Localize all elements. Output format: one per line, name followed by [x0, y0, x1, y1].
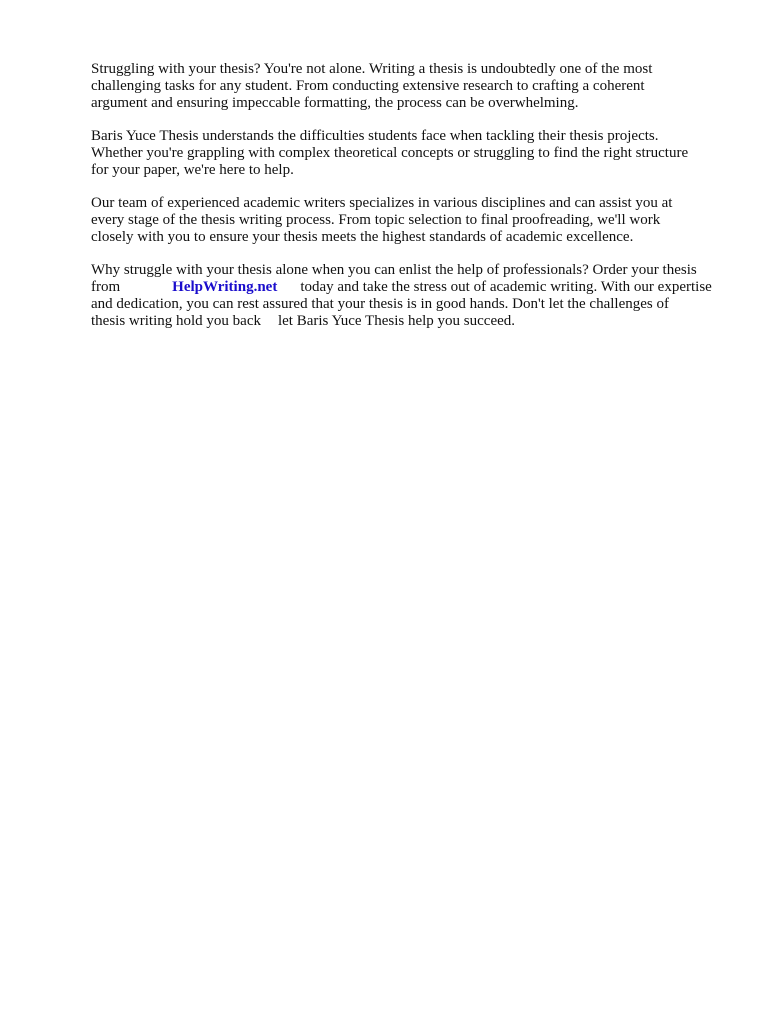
text-line: Struggling with your thesis? You're not alone. Writing a thesis is undoubtedly one of the most — [91, 61, 653, 77]
text-line: and dedication, you can rest assured that your thesis is in good hands. Don't let the challenges of — [91, 296, 669, 312]
text-fragment: today and take the stress out of academic writing. With our expertise — [300, 279, 712, 295]
text-fragment: from — [91, 279, 121, 295]
text-line: Whether you're grappling with complex theoretical concepts or struggling to find the right structure — [91, 145, 689, 161]
document-page — [91, 61, 731, 346]
text-line: argument and ensuring impeccable formatting, the process can be overwhelming. — [91, 95, 579, 111]
text-line: closely with you to ensure your thesis meets the highest standards of academic excellence. — [91, 229, 634, 245]
text-line: Why struggle with your thesis alone when you can enlist the help of professionals? Order your thesis — [91, 262, 697, 278]
text-line: every stage of the thesis writing process. From topic selection to final proofreading, we'll work — [91, 212, 661, 228]
helpwriting-link[interactable]: HelpWriting.net — [172, 279, 278, 295]
text-line: Baris Yuce Thesis understands the difficulties students face when tackling their thesis projects. — [91, 128, 659, 144]
text-line-with-link — [91, 279, 731, 296]
text-fragment: let Baris Yuce Thesis help you succeed. — [277, 313, 516, 329]
text-line: for your paper, we're here to help. — [91, 162, 294, 178]
text-line: Our team of experienced academic writers specializes in various disciplines and can assist you at — [91, 195, 673, 211]
text-line — [91, 313, 731, 330]
paragraph-intro — [91, 61, 731, 112]
paragraph-team — [91, 195, 731, 246]
text-line: challenging tasks for any student. From conducting extensive research to crafting a coherent — [91, 78, 645, 94]
paragraph-call-to-action — [91, 262, 731, 330]
paragraph-understanding — [91, 128, 731, 179]
text-fragment: thesis writing hold you back — [91, 313, 261, 329]
